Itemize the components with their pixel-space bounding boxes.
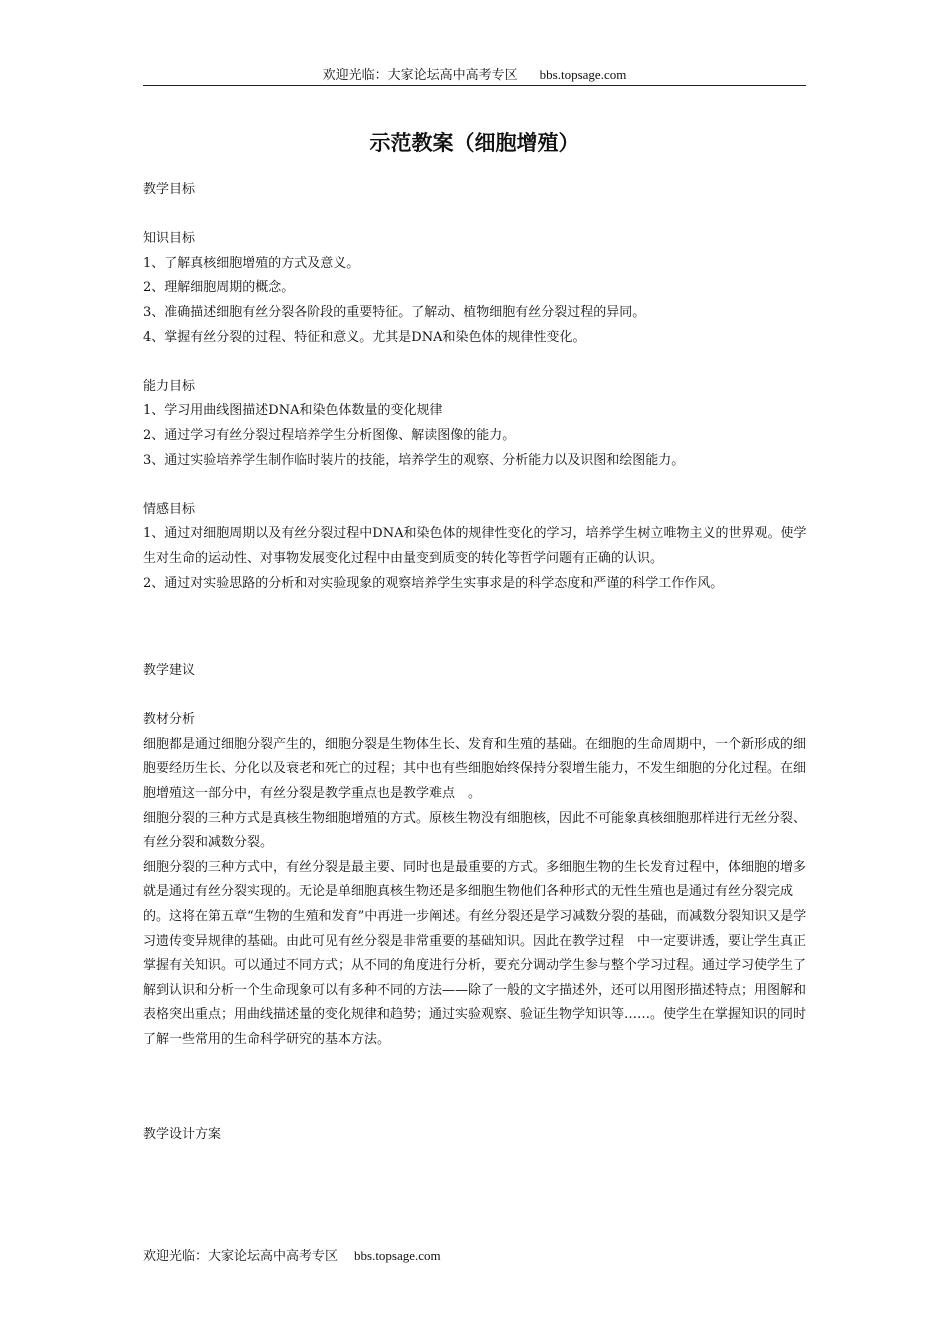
- subheading-material-analysis: 教材分析: [143, 712, 196, 728]
- page-footer: [143, 1246, 441, 1267]
- subheading-knowledge-goals: 知识目标: [143, 231, 196, 247]
- list-item: 3、准确描述细胞有丝分裂各阶段的重要特征。了解动、植物细胞有丝分裂过程的异同。: [143, 304, 646, 320]
- header-url[interactable]: bbs.topsage.com: [539, 67, 627, 82]
- subheading-ability-goals: 能力目标: [143, 378, 196, 394]
- section-heading-design-plan: 教学设计方案: [143, 1126, 222, 1142]
- document-body: [143, 178, 807, 1147]
- body-paragraph: 细胞分裂的三种方式是真核生物细胞增殖的方式。原核生物没有细胞核，因此不可能象真核细胞那样进行无丝分裂、有丝分裂和减数分裂。: [143, 810, 807, 851]
- body-paragraph: 细胞分裂的三种方式中，有丝分裂是最主要、同时也是最重要的方式。多细胞生物的生长发育过程中，体细胞的增多就是通过有丝分裂实现的。无论是单细胞真核生物还是多细胞生物他们各种形式的无性生殖也是通过有丝分裂完成的。这将在第五章“生物的生殖和发育”中再进一步阐述。有丝分裂还是学习减数分裂的基础，而减数分裂知识又是学习遗传变异规律的基础。由此可见有丝分裂是非常重要的基础知识。因此在教学过程 中一定要讲透，要让学生真正掌握有关知识。可以通过不同方式；从不同的角度进行分析，要充分调动学生参与整个学习过程。通过学习使学生了解到认识和分析一个生命现象可以有多种不同的方法——除了一般的文字描述外，还可以用图形描述特点；用图解和表格突出重点；用曲线描述量的变化规律和趋势；通过实验观察、验证生物学知识等……。使学生在掌握知识的同时了解一些常用的生命科学研究的基本方法。: [143, 859, 807, 1047]
- section-heading-teaching-goals: 教学目标: [143, 182, 196, 197]
- list-item: 4、掌握有丝分裂的过程、特征和意义。尤其是DNA和染色体的规律性变化。: [143, 329, 586, 345]
- section-heading-teaching-suggestions: 教学建议: [143, 663, 196, 679]
- footer-url[interactable]: bbs.topsage.com: [354, 1248, 441, 1263]
- page-title: 示范教案（细胞增殖）: [369, 130, 580, 155]
- footer-text: 欢迎光临：大家论坛高中高考专区: [143, 1249, 339, 1264]
- page-header: [143, 66, 806, 85]
- list-item: 3、通过实验培养学生制作临时装片的技能，培养学生的观察、分析能力以及识图和绘图能力。: [143, 452, 685, 468]
- list-item: 1、了解真核细胞增殖的方式及意义。: [143, 255, 360, 271]
- list-item: 2、通过对实验思路的分析和对实验现象的观察培养学生实事求是的科学态度和严谨的科学工作作风。: [143, 575, 724, 591]
- list-item: 2、通过学习有丝分裂过程培养学生分析图像、解读图像的能力。: [143, 427, 516, 443]
- list-item: 2、理解细胞周期的概念。: [143, 280, 295, 296]
- list-item: 1、学习用曲线图描述DNA和染色体数量的变化规律: [143, 403, 443, 419]
- list-item: 1、通过对细胞周期以及有丝分裂过程中DNA和染色体的规律性变化的学习，培养学生树立唯物主义的世界观。使学生对生命的运动性、对事物发展变化过程中由量变到质变的转化等哲学问题有正确的认识。: [143, 526, 807, 566]
- subheading-emotion-goals: 情感目标: [143, 501, 196, 517]
- body-paragraph: 细胞都是通过细胞分裂产生的，细胞分裂是生物体生长、发育和生殖的基础。在细胞的生命周期中，一个新形成的细胞要经历生长、分化以及衰老和死亡的过程；其中也有些细胞始终保持分裂增生能力，不发生细胞的分化过程。在细胞增殖这一部分中，有丝分裂是教学重点也是教学难点 。: [143, 736, 807, 802]
- header-text: 欢迎光临：大家论坛高中高考专区: [322, 68, 518, 83]
- header-divider: [143, 85, 806, 86]
